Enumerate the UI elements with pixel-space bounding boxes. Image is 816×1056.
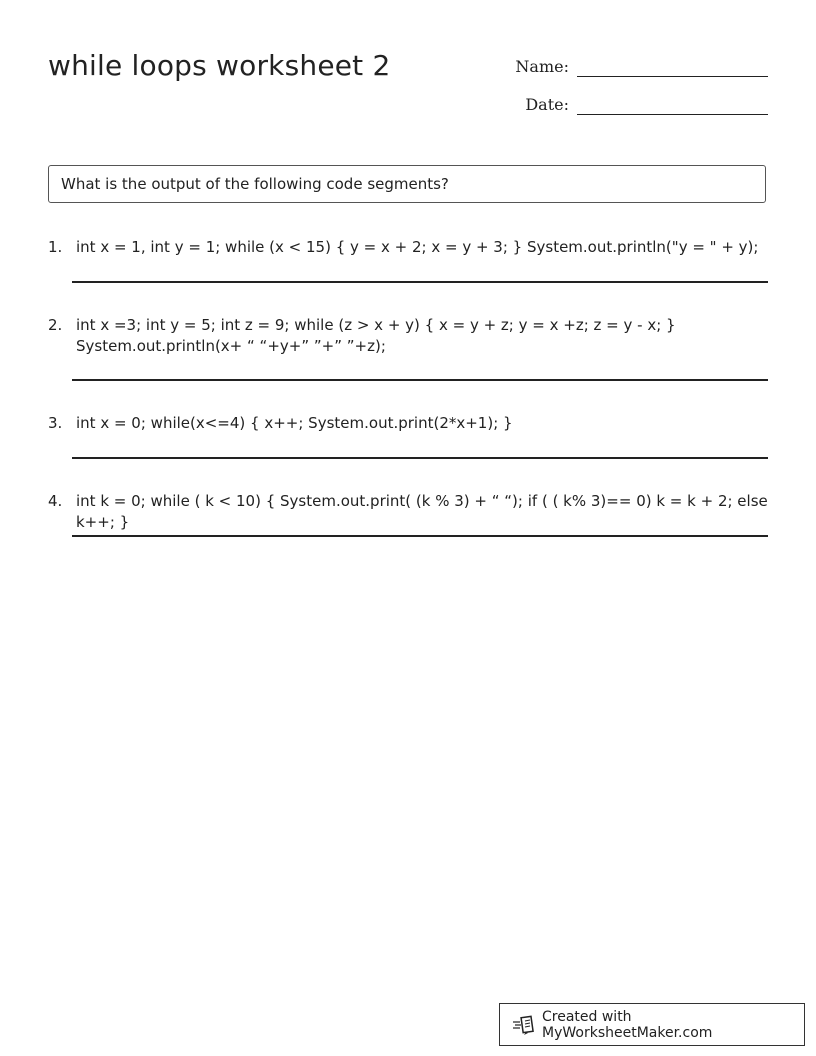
name-blank-line — [577, 56, 768, 77]
question-text: int x =3; int y = 5; int z = 9; while (z > x + y) { x = y + z; y = x +z; z = y - x; } System.out.println(x+ “ “+y+” ”+” ”+z); — [76, 316, 676, 355]
instructions-box — [48, 165, 766, 203]
footer-credit-text: Created with MyWorksheetMaker.com — [542, 1008, 713, 1041]
question-text: int x = 0; while(x<=4) { x++; System.out.print(2*x+1); } — [76, 414, 513, 432]
question-number: 2. — [48, 316, 63, 334]
date-field — [509, 94, 768, 115]
name-label: Name: — [515, 57, 569, 76]
worksheet-title: while loops worksheet 2 — [48, 49, 391, 82]
name-field — [509, 56, 768, 77]
date-label: Date: — [525, 95, 569, 114]
footer-credit-badge[interactable] — [499, 1003, 805, 1046]
answer-line-4 — [72, 535, 768, 537]
answer-line-1 — [72, 281, 768, 283]
instructions-text: What is the output of the following code segments? — [61, 175, 449, 193]
date-blank-line — [577, 94, 768, 115]
question-number: 3. — [48, 414, 63, 432]
worksheet-maker-logo-icon — [512, 1014, 536, 1036]
question-text: int k = 0; while ( k < 10) { System.out.print( (k % 3) + “ “); if ( ( k% 3)== 0) k = k + 2; else k++; } — [76, 492, 768, 531]
answer-line-2 — [72, 379, 768, 381]
question-number: 1. — [48, 238, 63, 256]
question-number: 4. — [48, 492, 63, 510]
answer-line-3 — [72, 457, 768, 459]
question-text: int x = 1, int y = 1; while (x < 15) { y = x + 2; x = y + 3; } System.out.println("y = " + y); — [76, 238, 759, 256]
